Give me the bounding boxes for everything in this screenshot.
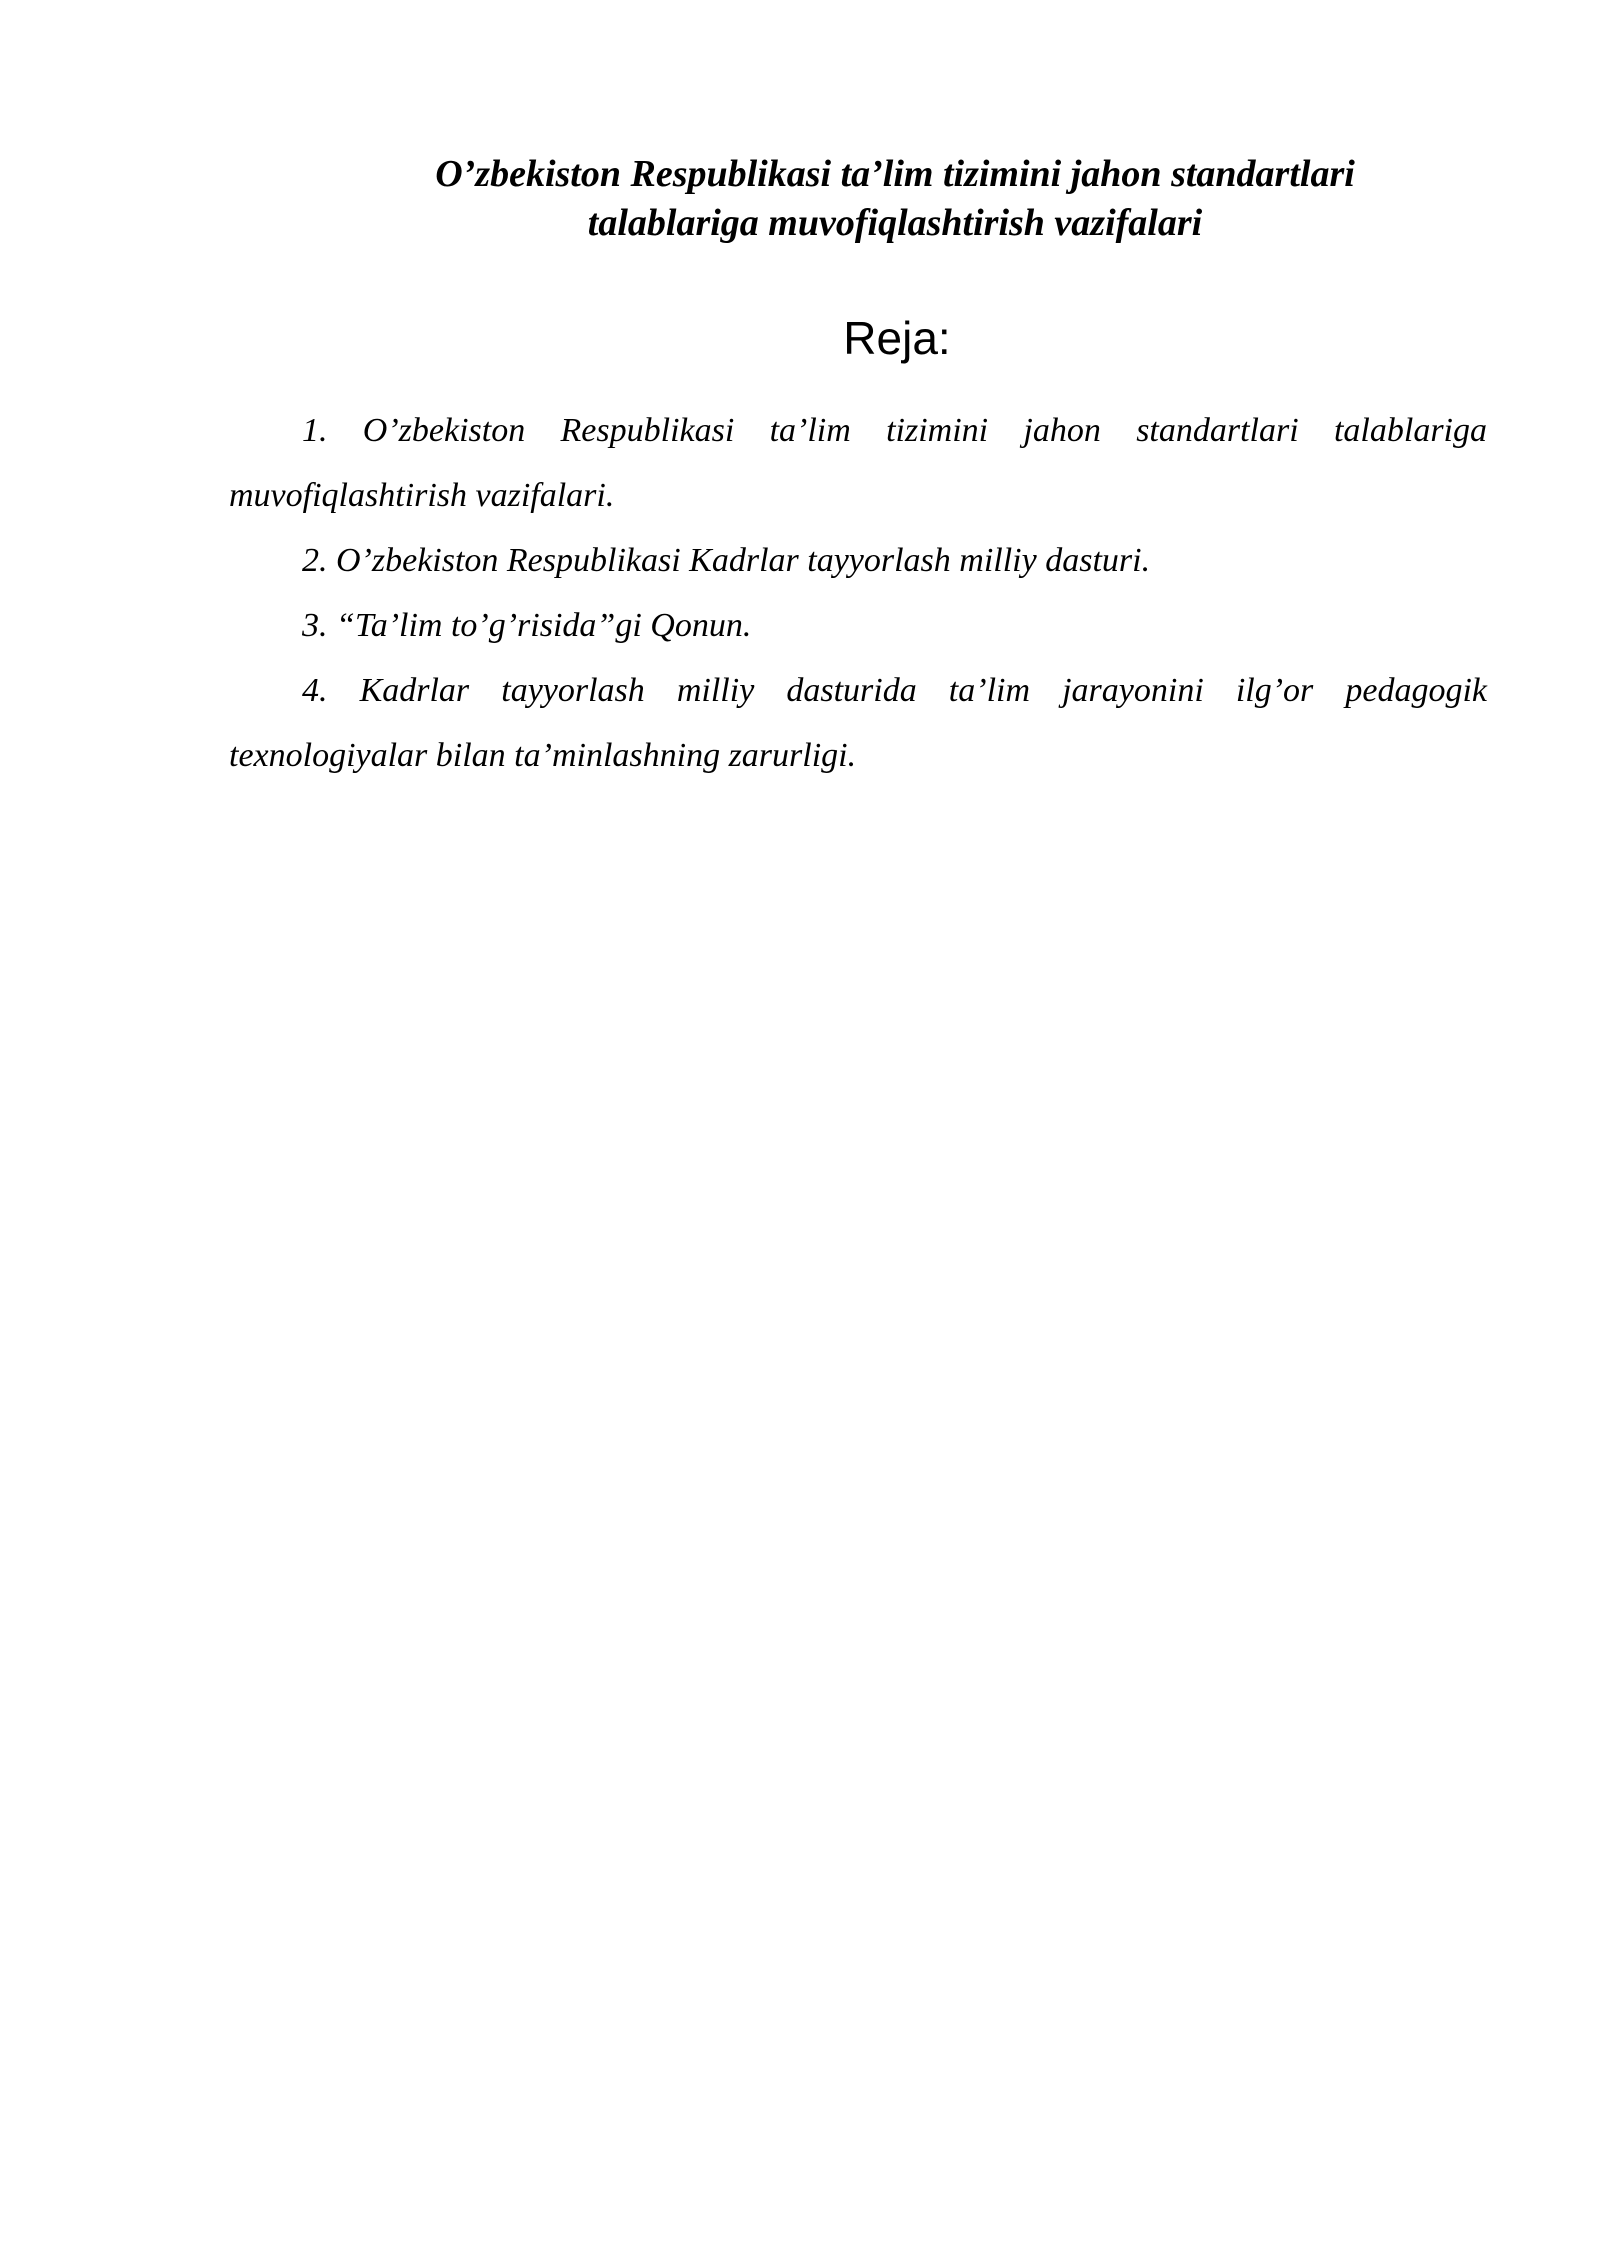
document-title-line: talablariga muvofiqlashtirish vazifalari — [587, 202, 1203, 244]
plan-item: 4. Kadrlar tayyorlash milliy dasturida ta’lim jarayonini ilg’or pedagogik texnologiyalar bilan ta’minlashning zarurligi. — [229, 672, 1487, 774]
plan-item: 1. O’zbekiston Respublikasi ta’lim tizimini jahon standartlari talablariga muvofiqlashtirish vazifalari. — [229, 412, 1487, 514]
plan-item: 2. O’zbekiston Respublikasi Kadrlar tayyorlash milliy dasturi. — [302, 542, 1151, 579]
plan-heading: Reja: — [843, 312, 951, 364]
plan-item: 3. “Ta’lim to’g’risida”gi Qonun. — [302, 607, 752, 644]
plan-list — [229, 398, 1487, 788]
document-title — [290, 150, 1500, 248]
document-title-line: O’zbekiston Respublikasi ta’lim tizimini jahon standartlari — [435, 153, 1355, 195]
